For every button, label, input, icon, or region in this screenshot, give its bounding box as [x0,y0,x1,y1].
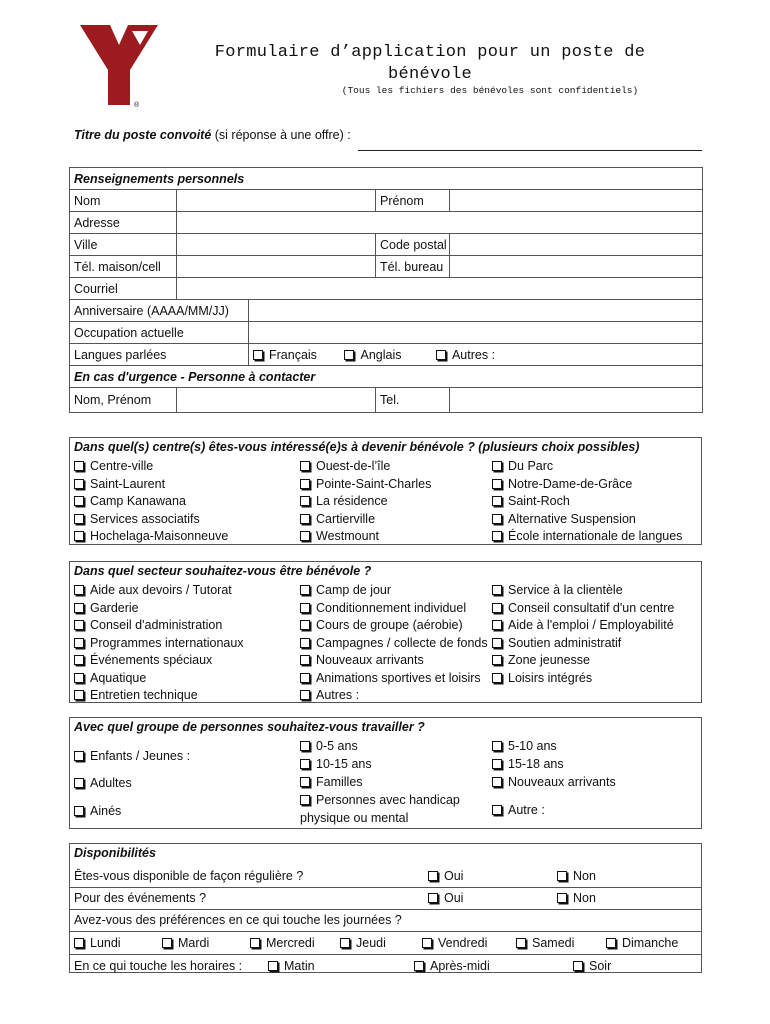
nom-field[interactable] [177,190,376,212]
secteur-label: Aide à l'emploi / Employabilité [508,618,674,632]
groupe-aines[interactable]: Ainés [70,793,296,829]
langues-label: Langues parlées [70,344,249,366]
day-checkbox-6[interactable]: Dimanche [606,932,678,954]
secteur-checkbox-item[interactable] [296,582,488,600]
groupe-enfants[interactable]: Enfants / Jeunes : [70,738,296,774]
courriel-label: Courriel [70,278,177,300]
centre-label: Saint-Laurent [90,476,166,491]
personal-heading: Renseignements personnels [70,168,703,190]
adresse-label: Adresse [70,212,177,234]
groupe-section [69,717,702,829]
code-postal-label: Code postal [376,234,450,256]
secteur-checkbox-item[interactable] [488,582,698,600]
centre-label: Alternative Suspension [508,511,636,526]
centre-label: Centre-ville [90,459,154,473]
secteur-label: Cours de groupe (aérobie) [316,618,463,632]
q2-non[interactable]: Non [557,888,596,909]
secteur-checkbox-item[interactable] [296,652,488,670]
secteur-checkbox-item[interactable] [70,670,296,688]
code-postal-field[interactable] [450,234,703,256]
secteur-label: Conseil consultatif d'un centre [508,600,675,615]
secteur-label: Service à la clientèle [508,583,623,597]
secteur-label: Camp de jour [316,583,392,597]
centre-checkbox-item[interactable] [488,493,698,511]
centre-label: Pointe-Saint-Charles [316,476,432,491]
centre-label: Saint-Roch [508,494,570,508]
day-checkbox-5[interactable]: Samedi [516,932,574,954]
secteur-label: Programmes internationaux [90,635,244,650]
urgence-tel-field[interactable] [450,388,703,413]
centres-section [69,437,702,545]
groupe-adultes[interactable]: Adultes [70,774,296,793]
secteur-label: Aide aux devoirs / Tutorat [90,583,232,597]
prenom-label: Prénom [376,190,450,212]
urgence-tel-label: Tel. [376,388,450,413]
secteur-checkbox-item[interactable] [296,600,488,618]
groupe-familles[interactable]: Familles [296,773,488,792]
secteur-label: Conseil d'administration [90,618,223,632]
secteur-label: Garderie [90,600,139,615]
dispo-q3: Avez-vous des préférences en ce qui touche les journées ? [70,910,701,932]
anniversaire-label: Anniversaire (AAAA/MM/JJ) [70,300,249,322]
q1-non[interactable]: Non [557,866,596,887]
tel-maison-label: Tél. maison/cell [70,256,177,278]
horaires-label: En ce qui touche les horaires : [74,959,243,973]
courriel-field[interactable] [177,278,703,300]
centre-checkbox-item[interactable] [488,476,698,494]
groupe-heading: Avec quel groupe de personnes souhaitez-vous travailler ? [74,720,425,734]
q1-oui[interactable]: Oui [428,866,463,887]
ville-label: Ville [70,234,177,256]
centre-checkbox-item[interactable] [296,493,488,511]
groupe-10-15[interactable]: 10-15 ans [296,756,488,774]
secteur-label: Loisirs intégrés [508,670,593,685]
secteur-checkbox-item[interactable] [70,652,296,670]
secteur-label: Soutien administratif [508,635,622,650]
groupe-handicap[interactable]: Personnes avec handicap [296,792,488,810]
form-title: Formulaire d’application pour un poste de bénévole [214,43,646,84]
groupe-15-18[interactable]: 15-18 ans [488,756,698,774]
day-checkbox-4[interactable]: Vendredi [422,932,487,954]
urgence-nom-field[interactable] [177,388,376,413]
secteur-checkbox-item[interactable] [488,635,698,653]
groupe-handicap-line2: physique ou mental [300,810,409,825]
centre-label: Camp Kanawana [90,494,186,508]
tel-bureau-label: Tél. bureau [376,256,450,278]
langues-options [249,344,703,366]
centre-checkbox-item[interactable] [70,511,296,529]
dispo-q1: Êtes-vous disponible de façon régulière ? [74,869,304,883]
secteur-heading: Dans quel secteur souhaitez-vous être bénévole ? [74,564,372,578]
secteur-checkbox-item[interactable] [488,652,698,670]
centre-label: Du Parc [508,459,554,473]
apres-midi-checkbox[interactable]: Après-midi [414,955,490,977]
centre-label: La résidence [316,494,388,508]
ymca-logo [80,25,158,109]
day-checkbox-0[interactable]: Lundi [74,932,121,954]
secteur-checkbox-item[interactable] [488,670,698,688]
groupe-0-5[interactable]: 0-5 ans [296,738,488,756]
occupation-label: Occupation actuelle [70,322,249,344]
job-title-label: Titre du poste convoité (si réponse à une offre) : [74,128,351,142]
lang-fr-checkbox[interactable]: Français [253,348,341,362]
secteur-label: Nouveaux arrivants [316,653,424,667]
anniversaire-field[interactable] [249,300,703,322]
urgence-heading: En cas d'urgence - Personne à contacter [70,366,703,388]
svg-text:®: ® [134,102,140,109]
secteur-checkbox-item[interactable] [296,617,488,635]
dispo-q2: Pour des événements ? [74,891,207,905]
prenom-field[interactable] [450,190,703,212]
q2-oui[interactable]: Oui [428,888,463,909]
centre-checkbox-item[interactable] [296,511,488,529]
personal-info-table [69,167,703,413]
tel-maison-field[interactable] [177,256,376,278]
secteur-checkbox-item[interactable] [296,687,488,705]
day-checkbox-2[interactable]: Mercredi [250,932,315,954]
secteur-checkbox-item[interactable] [488,617,698,635]
groupe-5-10[interactable]: 5-10 ans [488,738,698,756]
lang-en-checkbox[interactable]: Anglais [344,348,432,362]
centre-checkbox-item[interactable] [296,528,488,546]
centre-label: Hochelaga-Maisonneuve [90,529,229,543]
secteur-label: Entretien technique [90,688,198,702]
tel-bureau-field[interactable] [450,256,703,278]
centre-checkbox-item[interactable] [70,493,296,511]
centre-checkbox-item[interactable] [296,476,488,494]
nom-label: Nom [70,190,177,212]
matin-checkbox[interactable]: Matin [268,955,315,977]
adresse-field[interactable] [177,212,703,234]
dispo-heading: Disponibilités [74,846,156,860]
centre-checkbox-item[interactable] [488,458,698,476]
centre-label: Cartierville [316,511,376,526]
groupe-autre[interactable]: Autre : [488,792,698,828]
centre-checkbox-item[interactable] [70,528,296,546]
secteur-checkbox-item[interactable] [70,600,296,618]
secteur-checkbox-item[interactable] [296,635,488,653]
centre-checkbox-item[interactable] [70,458,296,476]
secteur-checkbox-item[interactable] [296,670,488,688]
secteur-checkbox-item[interactable] [488,600,698,618]
urgence-nom-label: Nom, Prénom [70,388,177,413]
secteur-section [69,561,702,703]
centre-checkbox-item[interactable] [296,458,488,476]
centres-heading: Dans quel(s) centre(s) êtes-vous intéressé(e)s à devenir bénévole ? (plusieurs choix possibles) [74,440,640,454]
secteur-checkbox-item[interactable] [70,582,296,600]
soir-checkbox[interactable]: Soir [573,955,611,977]
occupation-field[interactable] [249,322,703,344]
secteur-label: Conditionnement individuel [316,600,467,615]
secteur-checkbox-item[interactable] [70,687,296,705]
job-title-field[interactable] [358,150,702,151]
secteur-checkbox-item[interactable] [70,617,296,635]
ville-field[interactable] [177,234,376,256]
secteur-label: Autres : [316,688,360,702]
secteur-label: Animations sportives et loisirs [316,670,481,685]
centre-label: Services associatifs [90,511,200,526]
centre-label: Westmount [316,529,379,543]
secteur-checkbox-item[interactable] [70,635,296,653]
secteur-label: Campagnes / collecte de fonds [316,635,488,650]
secteur-label: Événements spéciaux [90,653,213,667]
day-checkbox-1[interactable]: Mardi [162,932,209,954]
dispo-section [69,843,702,973]
groupe-nouveaux[interactable]: Nouveaux arrivants [488,773,698,792]
centre-label: Ouest-de-l’île [316,459,391,473]
centre-checkbox-item[interactable] [488,528,698,546]
secteur-label: Zone jeunesse [508,653,591,667]
form-subtitle: (Tous les fichiers des bénévoles sont confidentiels) [341,85,639,96]
centre-checkbox-item[interactable] [70,476,296,494]
secteur-label: Aquatique [90,670,147,685]
lang-other-checkbox[interactable]: Autres : [436,348,495,362]
centre-checkbox-item[interactable] [488,511,698,529]
centre-label: École internationale de langues [508,529,683,543]
day-checkbox-3[interactable]: Jeudi [340,932,386,954]
centre-label: Notre-Dame-de-Grâce [508,476,633,491]
